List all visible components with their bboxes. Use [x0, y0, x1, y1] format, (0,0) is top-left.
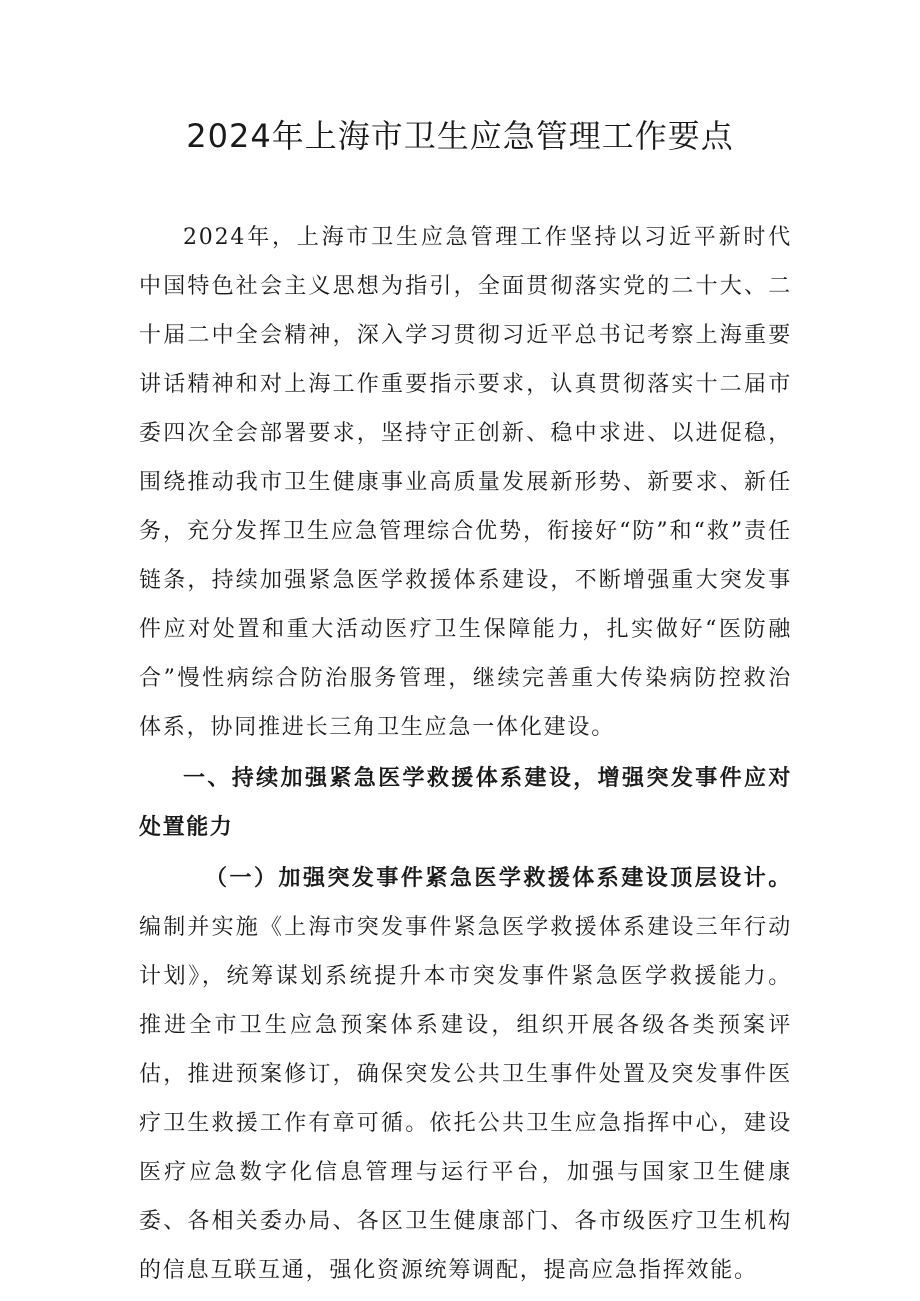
- item-title: （一）加强突发事件紧急医学救援体系建设顶层设计。: [205, 866, 792, 891]
- section-heading: 一、持续加强紧急医学救援体系建设，增强突发事件应对处置能力: [139, 766, 792, 840]
- document-title: 2024年上海市卫生应急管理工作要点: [186, 117, 734, 155]
- intro-paragraph: 2024年，上海市卫生应急管理工作坚持以习近平新时代中国特色社会主义思想为指引，全面贯彻落实党的二十大、二十届二中全会精神，深入学习贯彻习近平总书记考察上海重要讲话精神和对上海工作重要指示要求，认真贯彻落实十二届市委四次全会部署要求，坚持守正创新、稳中求进、以进促稳，围绕推动我市卫生健康事业高质量发展新形势、新要求、新任务，充分发挥卫生应急管理综合优势，衔接好“防”和“救”责任链条，持续加强紧急医学救援体系建设，不断增强重大突发事件应对处置和重大活动医疗卫生保障能力，扎实做好“医防融合”慢性病综合防治服务管理，继续完善重大传染病防控救治体系，协同推进长三角卫生应急一体化建设。: [139, 225, 792, 740]
- item-text: 编制并实施《上海市突发事件紧急医学救援体系建设三年行动计划》，统筹谋划系统提升本市突发事件紧急医学救援能力。推进全市卫生应急预案体系建设，组织开展各级各类预案评估，推进预案修订，确保突发公共卫生事件处置及突发事件医疗卫生救援工作有章可循。依托公共卫生应急指挥中心，建设医疗应急数字化信息管理与运行平台，加强与国家卫生健康委、各相关委办局、各区卫生健康部门、各市级医疗卫生机构的信息互联互通，强化资源统筹调配，提高应急指挥效能。: [139, 915, 792, 1283]
- item-paragraph: [139, 854, 792, 1295]
- document-body: [139, 213, 792, 1295]
